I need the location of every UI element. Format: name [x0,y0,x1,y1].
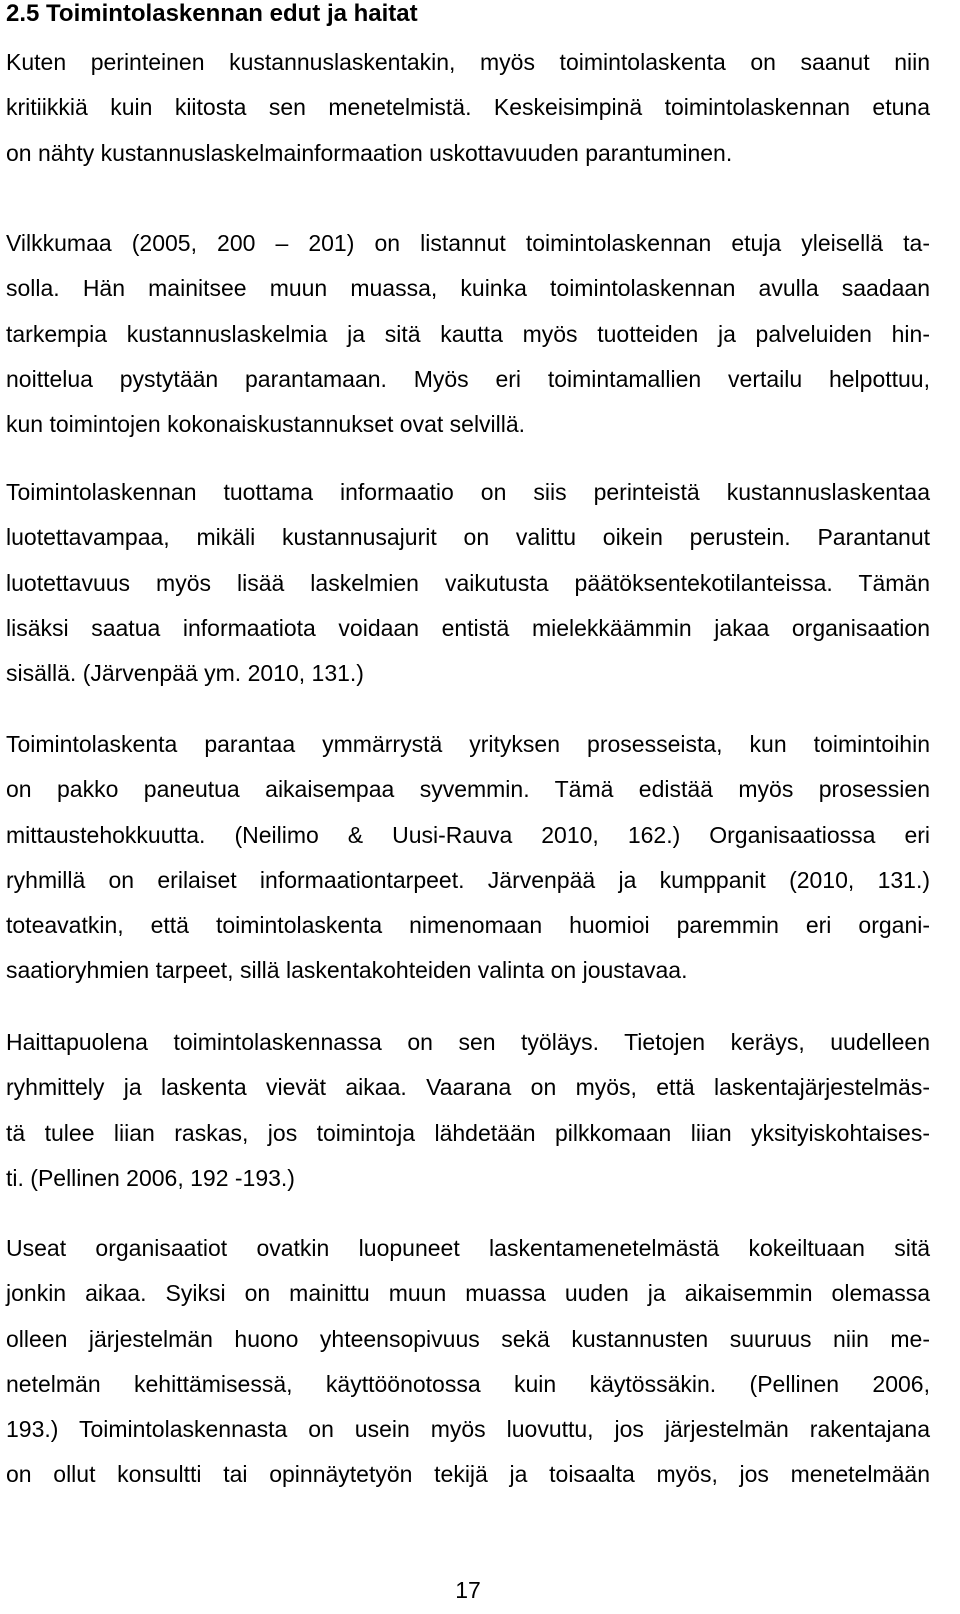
text-line: noittelua pystytään parantamaan. Myös eri toimintamallien vertailu helpottuu, [6,365,930,392]
text-line: Haittapuolena toimintolaskennassa on sen työläys. Tietojen keräys, uudelleen [6,1029,930,1055]
text-line: solla. Hän mainitsee muun muassa, kuinka toimintolaskennan avulla saadaan [6,275,930,302]
text-line: jonkin aikaa. Syiksi on mainittu muun muassa uuden ja aikaisemmin olemassa [6,1280,930,1307]
text-line: ryhmillä on erilaiset informaationtarpeet. Järvenpää ja kumppanit (2010, 131.) [6,866,930,893]
text-line: on pakko paneutua aikaisempaa syvemmin. Tämä edistää myös prosessien [6,776,930,803]
paragraph-4 [6,722,930,994]
text-line: 193.) Toimintolaskennasta on usein myös luovuttu, jos järjestelmän rakentajana [6,1416,930,1443]
text-line: Toimintolaskennan tuottama informaatio on siis perinteistä kustannuslaskentaa [6,479,930,505]
text-line: netelmän kehittämisessä, käyttöönotossa kuin käytössäkin. (Pellinen 2006, [6,1370,930,1397]
paragraph-2 [6,221,930,447]
text-line: kun toimintojen kokonaiskustannukset ovat selvillä. [6,411,526,438]
text-line: tarkempia kustannuslaskelmia ja sitä kautta myös tuotteiden ja palveluiden hin- [6,320,930,347]
text-line: toteavatkin, että toimintolaskenta nimenomaan huomioi paremmin eri organi- [6,912,930,939]
text-line: olleen järjestelmän huono yhteensopivuus sekä kustannusten suuruus niin me- [6,1325,930,1352]
text-line: saatioryhmien tarpeet, sillä laskentakohteiden valinta on joustavaa. [6,957,688,984]
text-line: Toimintolaskenta parantaa ymmärrystä yrityksen prosesseista, kun toimintoihin [6,731,930,757]
text-line: Kuten perinteinen kustannuslaskentakin, myös toimintolaskenta on saanut niin [6,49,930,75]
page-number: 17 [455,1577,481,1603]
text-line: tä tulee liian raskas, jos toimintoja lähdetään pilkkomaan liian yksityiskohtaises- [6,1119,930,1146]
paragraph-5 [6,1020,930,1201]
paragraph-3 [6,470,930,696]
text-line: mittaustehokkuutta. (Neilimo & Uusi-Rauva 2010, 162.) Organisaatiossa eri [6,821,930,848]
text-line: ti. (Pellinen 2006, 192 -193.) [6,1164,295,1191]
text-line: Vilkkumaa (2005, 200 – 201) on listannut toimintolaskennan etuja yleisellä ta- [6,230,930,256]
text-line: lisäksi saatua informaatiota voidaan entistä mielekkäämmin jakaa organisaation [6,614,930,641]
text-line: luotettavampaa, mikäli kustannusajurit on valittu oikein perustein. Parantanut [6,524,930,551]
text-line: kritiikkiä kuin kiitosta sen menetelmistä. Keskeisimpinä toimintolaskennan etuna [6,94,930,121]
section-heading: 2.5 Toimintolaskennan edut ja haitat [6,0,418,27]
text-line: luotettavuus myös lisää laskelmien vaikutusta päätöksentekotilanteissa. Tämän [6,569,930,596]
text-line: Useat organisaatiot ovatkin luopuneet laskentamenetelmästä kokeiltuaan sitä [6,1235,930,1261]
paragraph-1 [6,40,930,176]
text-line: on nähty kustannuslaskelmainformaation uskottavuuden parantuminen. [6,139,733,166]
text-line: sisällä. (Järvenpää ym. 2010, 131.) [6,660,364,687]
text-line: on ollut konsultti tai opinnäytetyön tekijä ja toisaalta myös, jos menetelmään [6,1461,930,1488]
paragraph-6 [6,1226,930,1498]
text-line: ryhmittely ja laskenta vievät aikaa. Vaarana on myös, että laskentajärjestelmäs- [6,1074,930,1101]
